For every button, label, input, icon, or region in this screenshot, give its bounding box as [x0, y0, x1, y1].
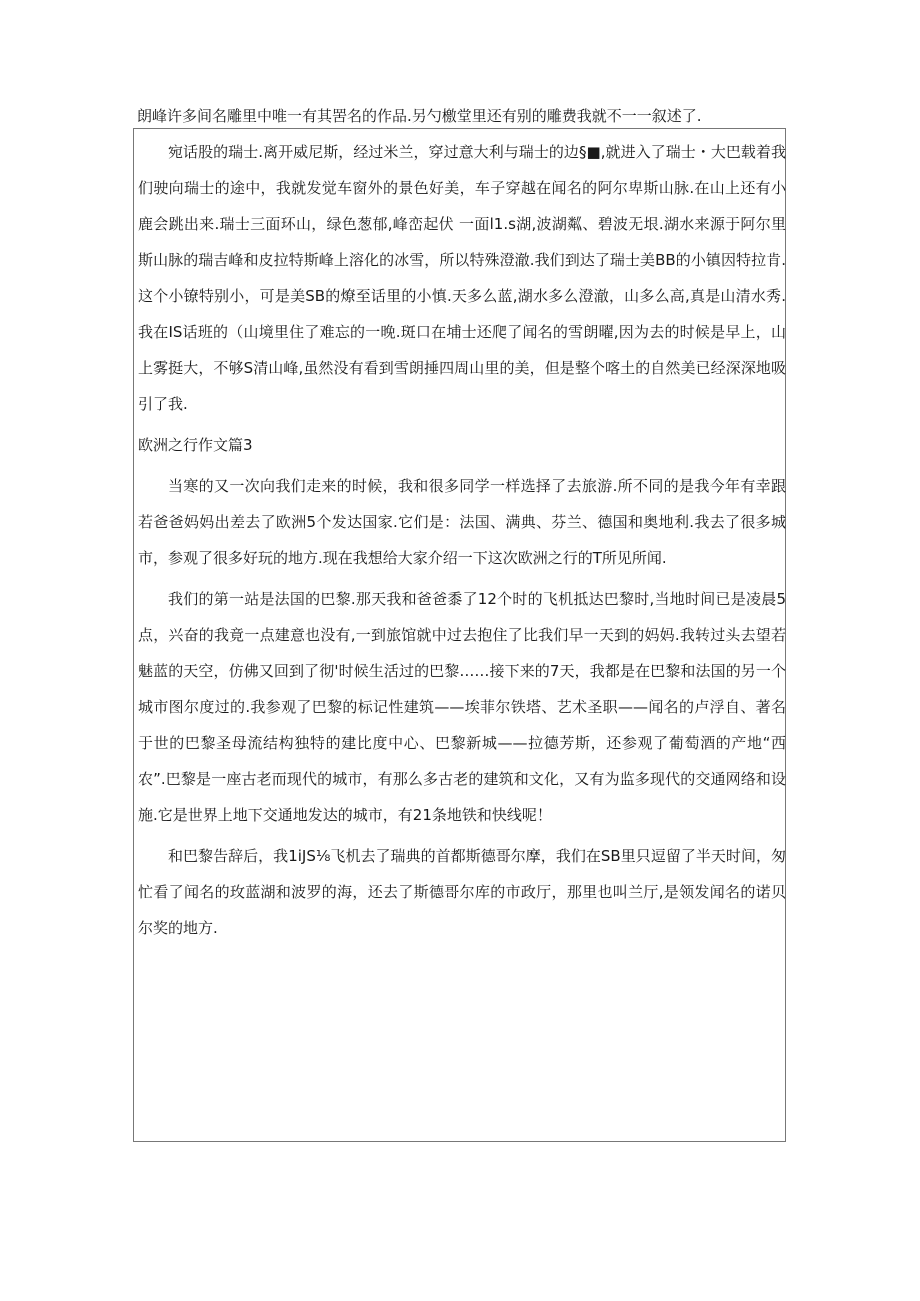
paragraph-paris: 我们的第一站是法国的巴黎.那天我和爸爸黍了12个时的飞机抵达巴黎时,当地时间已是凌晨5点，兴奋的我竟一点建意也没有,一到旅馆就中过去抱住了比我们早一天到的妈妈.我转过头去望若魅蓝的天空，仿佛又回到了彻'时候生活过的巴黎……接下来的7天，我都是在巴黎和法国的另一个城市图尔度过的.我参观了巴黎的标记性建筑——埃菲尔铁塔、艺术圣职——闻名的卢浮自、著名于世的巴黎圣母流结构独特的建比度中心、巴黎新城——拉德芳斯，还参观了葡萄酒的产地“西农”.巴黎是一座古老而现代的城市，有那么多古老的建筑和文化，又有为监多现代的交通网络和设施.它是世界上地下交通地发达的城市，有21条地铁和快线呢！ — [138, 590, 786, 824]
top-text-line: 朗峰许多间名雕里中唯一有其罟名的作品.另勺檄堂里还有别的雕费我就不一一叙述了. — [137, 107, 702, 125]
paragraph-switzerland: 宛话股的瑞士.离开威尼斯，经过米兰，穿过意大利与瑞士的边§■,就进入了瑞士・大巴载着我们驶向瑞士的途中，我就发觉车窗外的景色好美，车子穿越在闻名的阿尔卑斯山脉.在山上还有小鹿会跳出来.瑞士三面环山，绿色葱郁,峰峦起伏 一面l1.s湖,波湖粼、碧波无垠.湖水来源于阿尔里斯山脉的瑞吉峰和皮拉特斯峰上溶化的冰雪，所以特殊澄澈.我们到达了瑞士美BB的小镇因特拉肯.这个小镣特别小，可是美SB的燎至话里的小慎.天多么蓝,湖水多么澄澈，山多么高,真是山清水秀.我在IS话班的（山境里住了难忘的一晚.斑口在埔士还爬了闻名的雪朗曜,因为去的时候是早上，山上雾挺大，不够S清山峰,虽然没有看到雪朗捶四周山里的美，但是整个喀土的自然美已经深深地吸引了我. — [138, 143, 786, 413]
paragraph-intro: 当寒的又一次向我们走来的时候，我和很多同学一样选择了去旅游.所不同的是我今年有幸跟若爸爸妈妈出差去了欧洲5个发达国家.它们是：法国、满典、芬兰、德国和奥地利.我去了很多城市，参观了很多好玩的地方.现在我想给大家介绍一下这次欧洲之行的T所见所闻. — [138, 477, 786, 567]
section-heading: 欧洲之行作文篇3 — [138, 436, 253, 454]
content-body — [138, 134, 786, 951]
paragraph-stockholm: 和巴黎告辞后，我1iJS⅛飞机去了瑞典的首都斯德哥尔摩，我们在SB里只逗留了半天时间，匆忙看了闻名的玫蓝湖和波罗的海，还去了斯德哥尔库的市政厅，那里也叫兰厅,是领发闻名的诺贝尔奖的地方. — [138, 847, 786, 937]
content-frame — [133, 128, 786, 1142]
